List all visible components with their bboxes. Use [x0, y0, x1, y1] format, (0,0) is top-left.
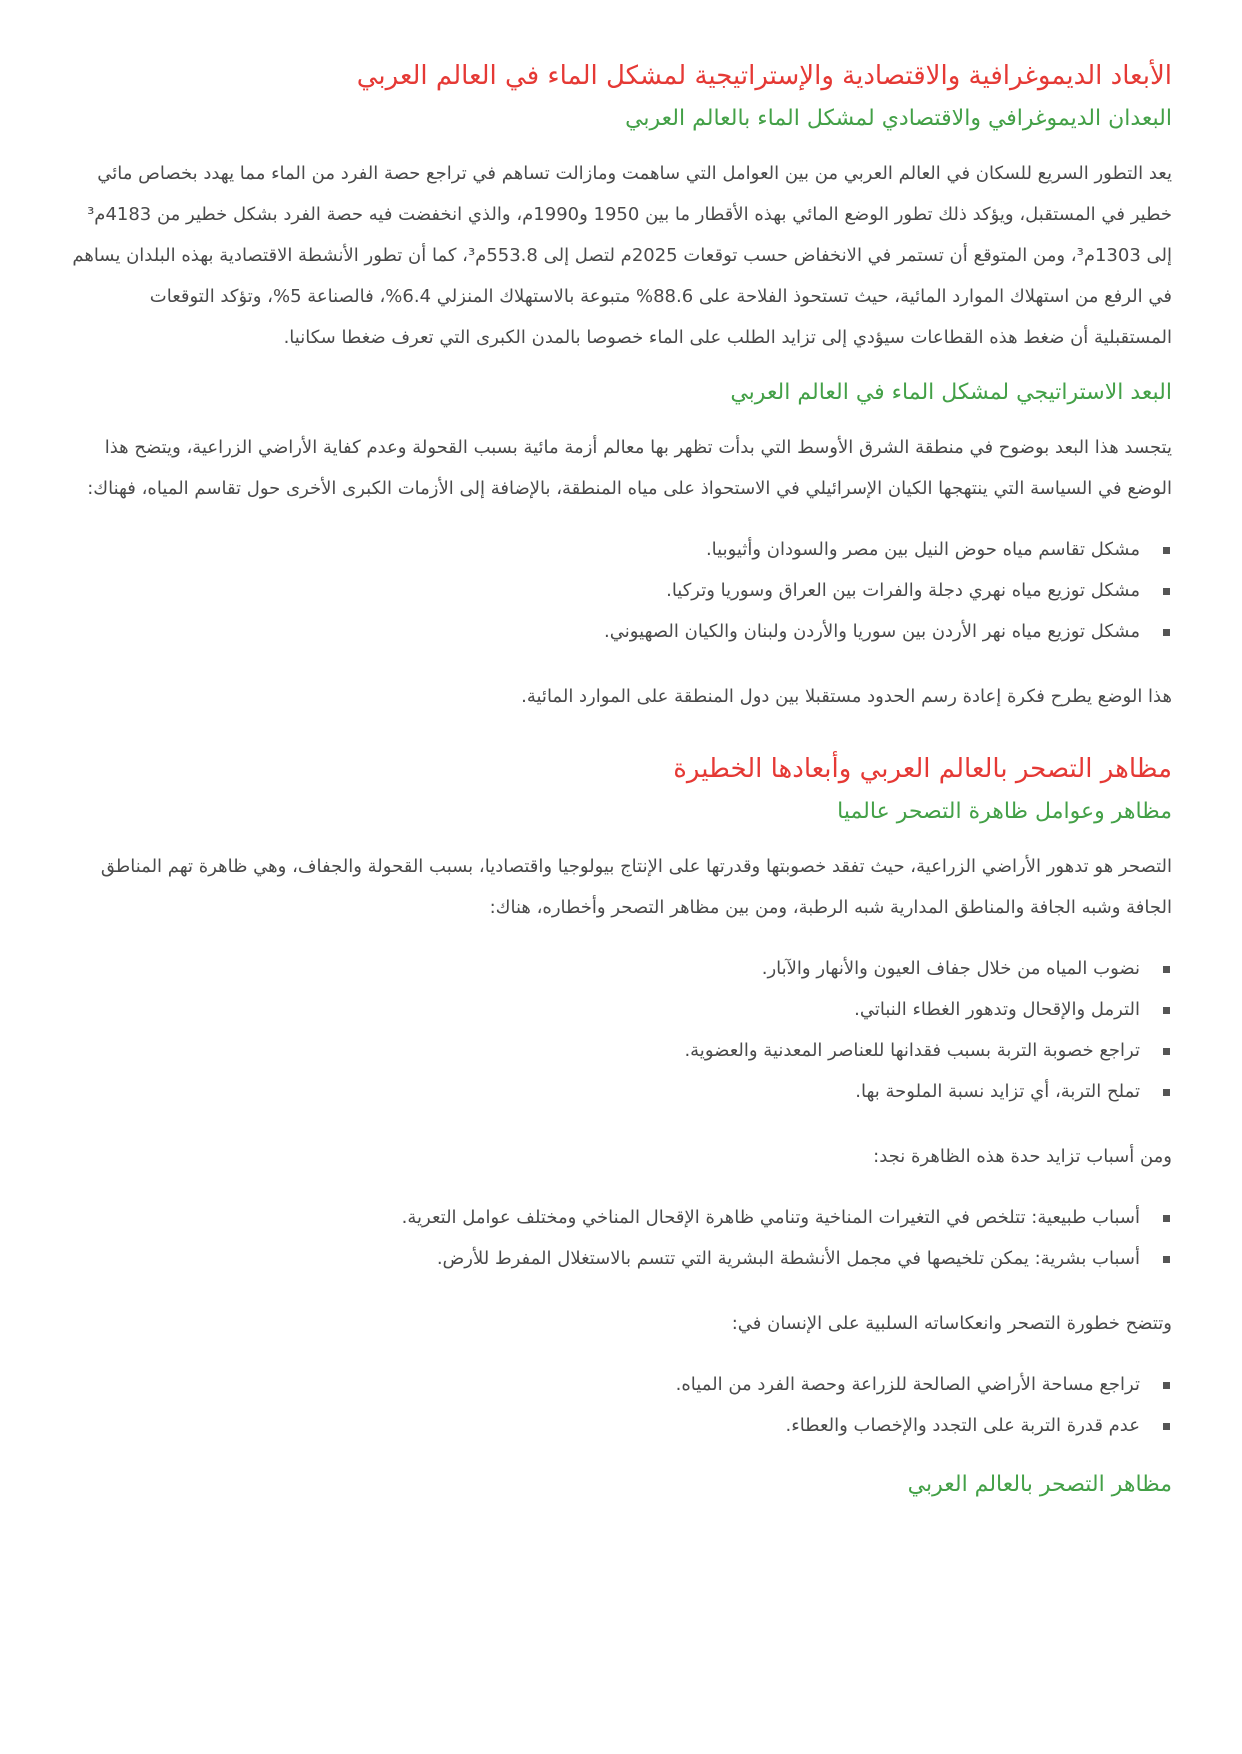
- section-title-desertification: مظاهر التصحر بالعالم العربي وأبعادها الخطيرة: [673, 753, 1172, 784]
- subsection-title-demographic-economic: البعدان الديموغرافي والاقتصادي لمشكل الماء بالعالم العربي: [625, 106, 1172, 132]
- desertification-effects-list: [72, 1364, 1172, 1446]
- paragraph-strategic: يتجسد هذا البعد بوضوح في منطقة الشرق الأوسط التي بدأت تظهر بها معالم أزمة مائية بسبب القحولة وعدم كفاية الأراضي الزراعية، ويتضح هذا الوضع في السياسة التي ينتهجها الكيان الإسرائيلي في الاستحواذ على مياه المنطقة، بالإضافة إلى الأزمات الكبرى الأخرى حول تقاسم المياه، فهناك:: [87, 436, 1172, 499]
- paragraph-strategic-conclusion: هذا الوضع يطرح فكرة إعادة رسم الحدود مستقبلا بين دول المنطقة على الموارد المائية.: [521, 685, 1172, 707]
- list-item: أسباب بشرية: يمكن تلخيصها في مجمل الأنشطة البشرية التي تتسم بالاستغلال المفرط للأرض.: [72, 1238, 1140, 1279]
- paragraph-effects-intro: وتتضح خطورة التصحر وانعكاساته السلبية على الإنسان في:: [731, 1313, 1172, 1335]
- subsection-title-strategic: البعد الاستراتيجي لمشكل الماء في العالم العربي: [730, 380, 1172, 406]
- desertification-aspects-list: [72, 948, 1172, 1112]
- desertification-causes-list: [72, 1197, 1172, 1279]
- list-item: الترمل والإقحال وتدهور الغطاء النباتي.: [72, 989, 1140, 1030]
- list-item: أسباب طبيعية: تتلخص في التغيرات المناخية وتنامي ظاهرة الإقحال المناخي ومختلف عوامل التعرية.: [72, 1197, 1140, 1238]
- list-item: تملح التربة، أي تزايد نسبة الملوحة بها.: [72, 1071, 1140, 1112]
- paragraph-desertification-definition: التصحر هو تدهور الأراضي الزراعية، حيث تفقد خصوبتها وقدرتها على الإنتاج بيولوجيا واقتصاديا، بسبب القحولة والجفاف، وهي ظاهرة تهم المناطق الجافة وشبه الجافة والمناطق المدارية شبه الرطبة، ومن بين مظاهر التصحر وأخطاره، هناك:: [100, 856, 1172, 919]
- water-conflicts-list: [72, 529, 1172, 652]
- paragraph-demographic-economic: يعد التطور السريع للسكان في العالم العربي من بين العوامل التي ساهمت ومازالت تساهم في تراجع حصة الفرد من الماء مما يهدد بخصاص مائي خطير في المستقبل، ويؤكد ذلك تطور الوضع المائي بهذه الأقطار ما بين 1950 و1990م، والذي انخفضت فيه حصة الفرد بشكل خطير من 4183م³ إلى 1303م³، ومن المتوقع أن تستمر في الانخفاض حسب توقعات 2025م لتصل إلى 553.8م³، كما أن تطور الأنشطة الاقتصادية بهذه البلدان يساهم في الرفع من استهلاك الموارد المائية، حيث تستحوذ الفلاحة على 88.6% متبوعة بالاستهلاك المنزلي 6.4%، فالصناعة 5%، وتؤكد التوقعات المستقبلية أن ضغط هذه القطاعات سيؤدي إلى تزايد الطلب على الماء خصوصا بالمدن الكبرى التي تعرف ضغطا سكانيا.: [72, 163, 1172, 349]
- section-title-water-dimensions: الأبعاد الديموغرافية والاقتصادية والإستراتيجية لمشكل الماء في العالم العربي: [356, 61, 1172, 91]
- document-page: [72, 40, 1172, 1519]
- list-item: مشكل تقاسم مياه حوض النيل بين مصر والسودان وأثيوبيا.: [72, 529, 1140, 570]
- list-item: تراجع خصوبة التربة بسبب فقدانها للعناصر المعدنية والعضوية.: [72, 1030, 1140, 1071]
- subsection-title-desertification-arab: مظاهر التصحر بالعالم العربي: [907, 1472, 1172, 1498]
- list-item: مشكل توزيع مياه نهري دجلة والفرات بين العراق وسوريا وتركيا.: [72, 570, 1140, 611]
- list-item: نضوب المياه من خلال جفاف العيون والأنهار والآبار.: [72, 948, 1140, 989]
- list-item: تراجع مساحة الأراضي الصالحة للزراعة وحصة الفرد من المياه.: [72, 1364, 1140, 1405]
- subsection-title-desertification-global: مظاهر وعوامل ظاهرة التصحر عالميا: [837, 799, 1172, 825]
- paragraph-causes-intro: ومن أسباب تزايد حدة هذه الظاهرة نجد:: [873, 1146, 1172, 1168]
- list-item: مشكل توزيع مياه نهر الأردن بين سوريا والأردن ولبنان والكيان الصهيوني.: [72, 611, 1140, 652]
- list-item: عدم قدرة التربة على التجدد والإخصاب والعطاء.: [72, 1405, 1140, 1446]
